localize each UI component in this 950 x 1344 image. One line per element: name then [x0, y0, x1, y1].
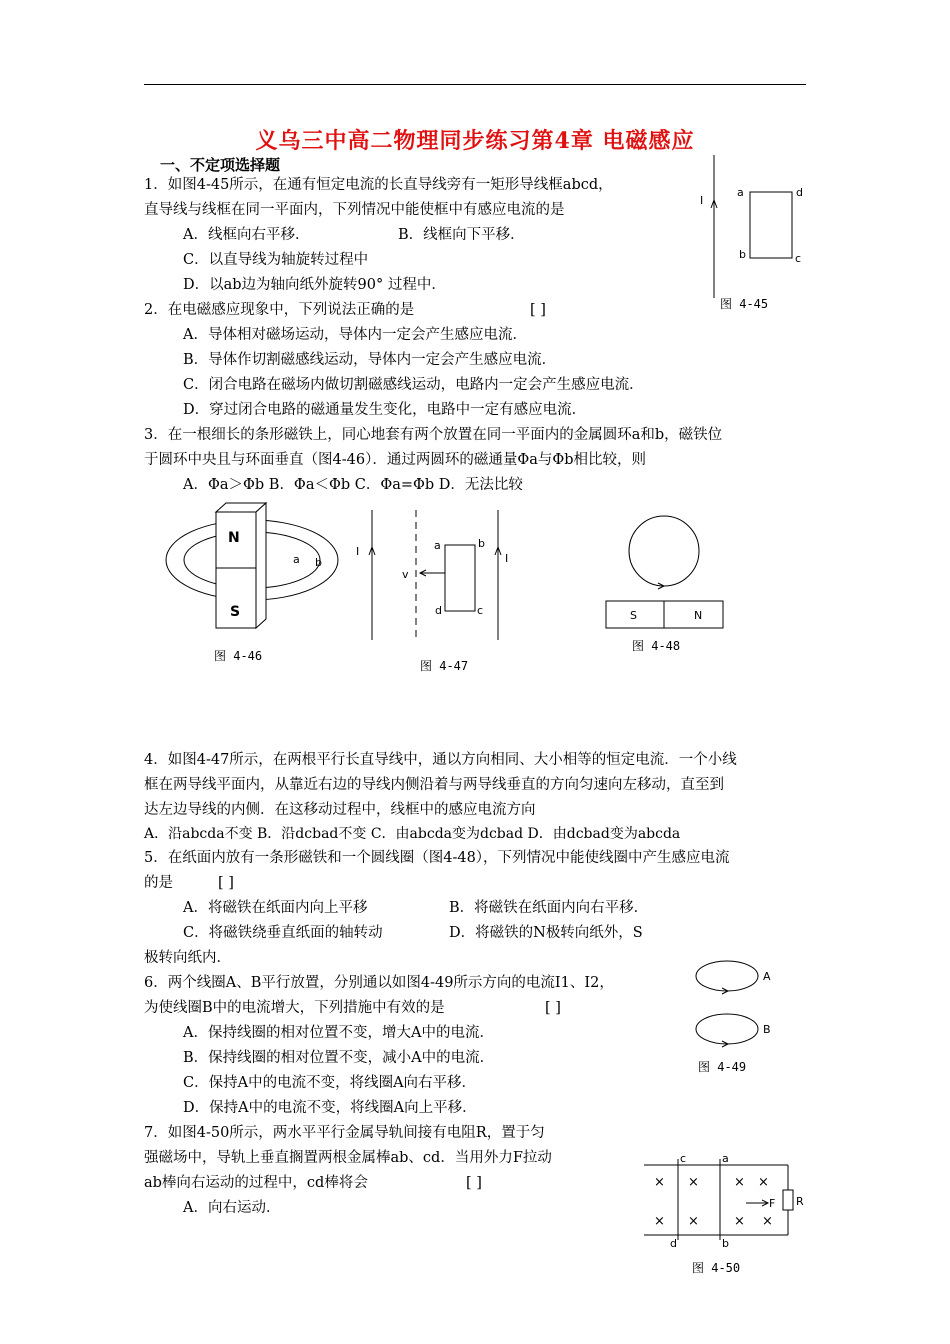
coil-b — [696, 1014, 758, 1044]
q7-line1: 7．如图4-50所示，两水平平行金属导轨间接有电阻R，置于匀 — [144, 1125, 545, 1141]
label-b: b — [739, 248, 746, 261]
figure-4-47 — [350, 505, 530, 680]
q5-option-b: B．将磁铁在纸面内向右平移． — [449, 900, 649, 916]
figure-caption: 图 4-50 — [692, 1261, 741, 1275]
coil-b-label: B — [763, 1023, 771, 1036]
q7-answer-bracket: [ ] — [466, 1175, 482, 1191]
label-b: b — [722, 1237, 729, 1250]
figure-4-49 — [690, 955, 790, 1080]
header-rule — [144, 84, 806, 85]
q1-option-a: A．线框向右平移． — [183, 227, 310, 243]
q2-option-a: A．导体相对磁场运动，导体内一定会产生感应电流． — [183, 327, 527, 343]
label-c: c — [477, 604, 484, 617]
right-current-label: I — [505, 552, 509, 565]
q1-option-d: D．以ab边为轴向纸外旋转90° 过程中． — [183, 277, 446, 293]
q6-line2: 为使线圈B中的电流增大，下列措施中有效的是 — [144, 1000, 445, 1016]
coil-a — [696, 961, 758, 991]
q4-line3: 达左边导线的内侧．在这移动过程中，线框中的感应电流方向 — [144, 802, 536, 818]
q7-line3: ab棒向右运动的过程中，cd棒将会 — [144, 1175, 368, 1191]
north-pole-label: N — [228, 530, 240, 546]
q6-option-b: B．保持线圈的相对位置不变，减小A中的电流． — [183, 1050, 495, 1066]
label-b: b — [478, 537, 485, 550]
field-mark: × — [734, 1214, 745, 1229]
resistor — [783, 1190, 793, 1210]
current-label: I — [700, 194, 704, 207]
q6-option-a: A．保持线圈的相对位置不变，增大A中的电流． — [183, 1025, 494, 1041]
field-mark: × — [688, 1214, 699, 1229]
ring-a-label: a — [293, 553, 300, 566]
q6-line1: 6．两个线圈A、B平行放置，分别通以如图4-49所示方向的电流I1、I2， — [144, 975, 614, 991]
q5-line2: 的是 — [144, 875, 173, 891]
q5-option-c: C．将磁铁绕垂直纸面的轴转动 — [183, 925, 383, 941]
q7-line2: 强磁场中，导轨上垂直搁置两根金属棒ab、cd．当用外力F拉动 — [144, 1150, 552, 1166]
q2-option-c: C．闭合电路在磁场内做切割磁感线运动，电路内一定会产生感应电流． — [183, 377, 644, 393]
q5-answer-bracket: [ ] — [218, 875, 234, 891]
circular-coil — [629, 516, 699, 586]
q2-option-d: D．穿过闭合电路的磁通量发生变化，电路中一定有感应电流． — [183, 402, 587, 418]
south-pole-label: S — [630, 609, 637, 622]
label-a: a — [737, 186, 744, 199]
field-mark: × — [688, 1175, 699, 1190]
q2-answer-bracket: [ ] — [530, 302, 546, 318]
q1-option-c: C．以直导线为轴旋转过程中 — [183, 252, 369, 268]
field-mark: × — [654, 1175, 665, 1190]
page-title: 义乌三中高二物理同步练习第4章 电磁感应 — [255, 128, 695, 154]
figure-4-48 — [600, 505, 735, 660]
coil-a-label: A — [763, 970, 771, 983]
q4-line2: 框在两导线平面内，从靠近右边的导线内侧沿着与两导线垂直的方向匀速向左移动，直至到 — [144, 777, 724, 793]
small-frame — [445, 545, 475, 611]
field-mark: × — [734, 1175, 745, 1190]
field-mark: × — [758, 1175, 769, 1190]
label-d: d — [435, 604, 442, 617]
q5-option-d-cont: 极转向纸内． — [144, 950, 231, 966]
figure-caption: 图 4-46 — [214, 649, 263, 663]
figure-4-50 — [640, 1150, 810, 1280]
q1-line1: 1．如图4-45所示，在通有恒定电流的长直导线旁有一矩形导线框abcd， — [144, 177, 613, 193]
left-current-label: I — [356, 545, 360, 558]
q6-option-d: D．保持A中的电流不变，将线圈A向上平移． — [183, 1100, 477, 1116]
q5-option-a: A．将磁铁在纸面内向上平移 — [183, 900, 368, 916]
label-d: d — [796, 186, 803, 199]
q1-line2: 直导线与线框在同一平面内，下列情况中能使框中有感应电流的是 — [144, 202, 565, 218]
ring-b-label: b — [315, 556, 322, 569]
section-heading: 一、不定项选择题 — [160, 156, 281, 174]
rectangular-frame — [750, 192, 792, 258]
q1-option-b: B．线框向下平移． — [398, 227, 525, 243]
figure-caption: 图 4-47 — [420, 659, 469, 673]
resistor-label: R — [796, 1195, 804, 1208]
q5-option-d: D．将磁铁的N极转向纸外，S — [449, 925, 643, 941]
field-mark: × — [762, 1214, 773, 1229]
label-c: c — [795, 252, 802, 265]
bar-magnet-side — [256, 503, 266, 628]
north-pole-label: N — [694, 609, 703, 622]
figure-caption: 图 4-48 — [632, 639, 681, 653]
figure-caption: 图 4-45 — [720, 297, 769, 311]
force-label: F — [769, 1197, 776, 1210]
figure-4-46 — [164, 500, 344, 670]
field-mark: × — [654, 1214, 665, 1229]
q5-line1: 5．在纸面内放有一条形磁铁和一个圆线圈（图4-48），下列情况中能使线圈中产生感应电流 — [144, 850, 730, 866]
q3-line2: 于圆环中央且与环面垂直（图4-46）．通过两圆环的磁通量Φa与Φb相比较，则 — [144, 452, 647, 468]
q4-line1: 4．如图4-47所示，在两根平行长直导线中，通以方向相同、大小相等的恒定电流．一个小线 — [144, 752, 737, 768]
label-a: a — [434, 539, 441, 552]
q4-options: A．沿abcda不变 B．沿dcbad不变 C．由abcda变为dcbad D．由dcbad变为abcda — [144, 826, 681, 842]
south-pole-label: S — [230, 604, 241, 620]
label-c: c — [680, 1152, 687, 1165]
figure-caption: 图 4-49 — [698, 1060, 747, 1074]
q2-option-b: B．导体作切割磁感线运动，导体内一定会产生感应电流． — [183, 352, 557, 368]
q6-option-c: C．保持A中的电流不变，将线圈A向右平移． — [183, 1075, 477, 1091]
label-d: d — [670, 1237, 677, 1250]
q7-option-a: A．向右运动． — [183, 1200, 281, 1216]
figure-4-45 — [690, 150, 820, 320]
label-a: a — [722, 1152, 729, 1165]
q3-line1: 3．在一根细长的条形磁铁上，同心地套有两个放置在同一平面内的金属圆环a和b，磁铁位 — [144, 427, 723, 443]
q2-stem: 2．在电磁感应现象中，下列说法正确的是 — [144, 302, 415, 318]
q6-answer-bracket: [ ] — [545, 1000, 561, 1016]
velocity-label: v — [402, 568, 409, 581]
q3-options: A．Φa＞Φb B．Φa＜Φb C．Φa=Φb D．无法比较 — [183, 477, 523, 493]
